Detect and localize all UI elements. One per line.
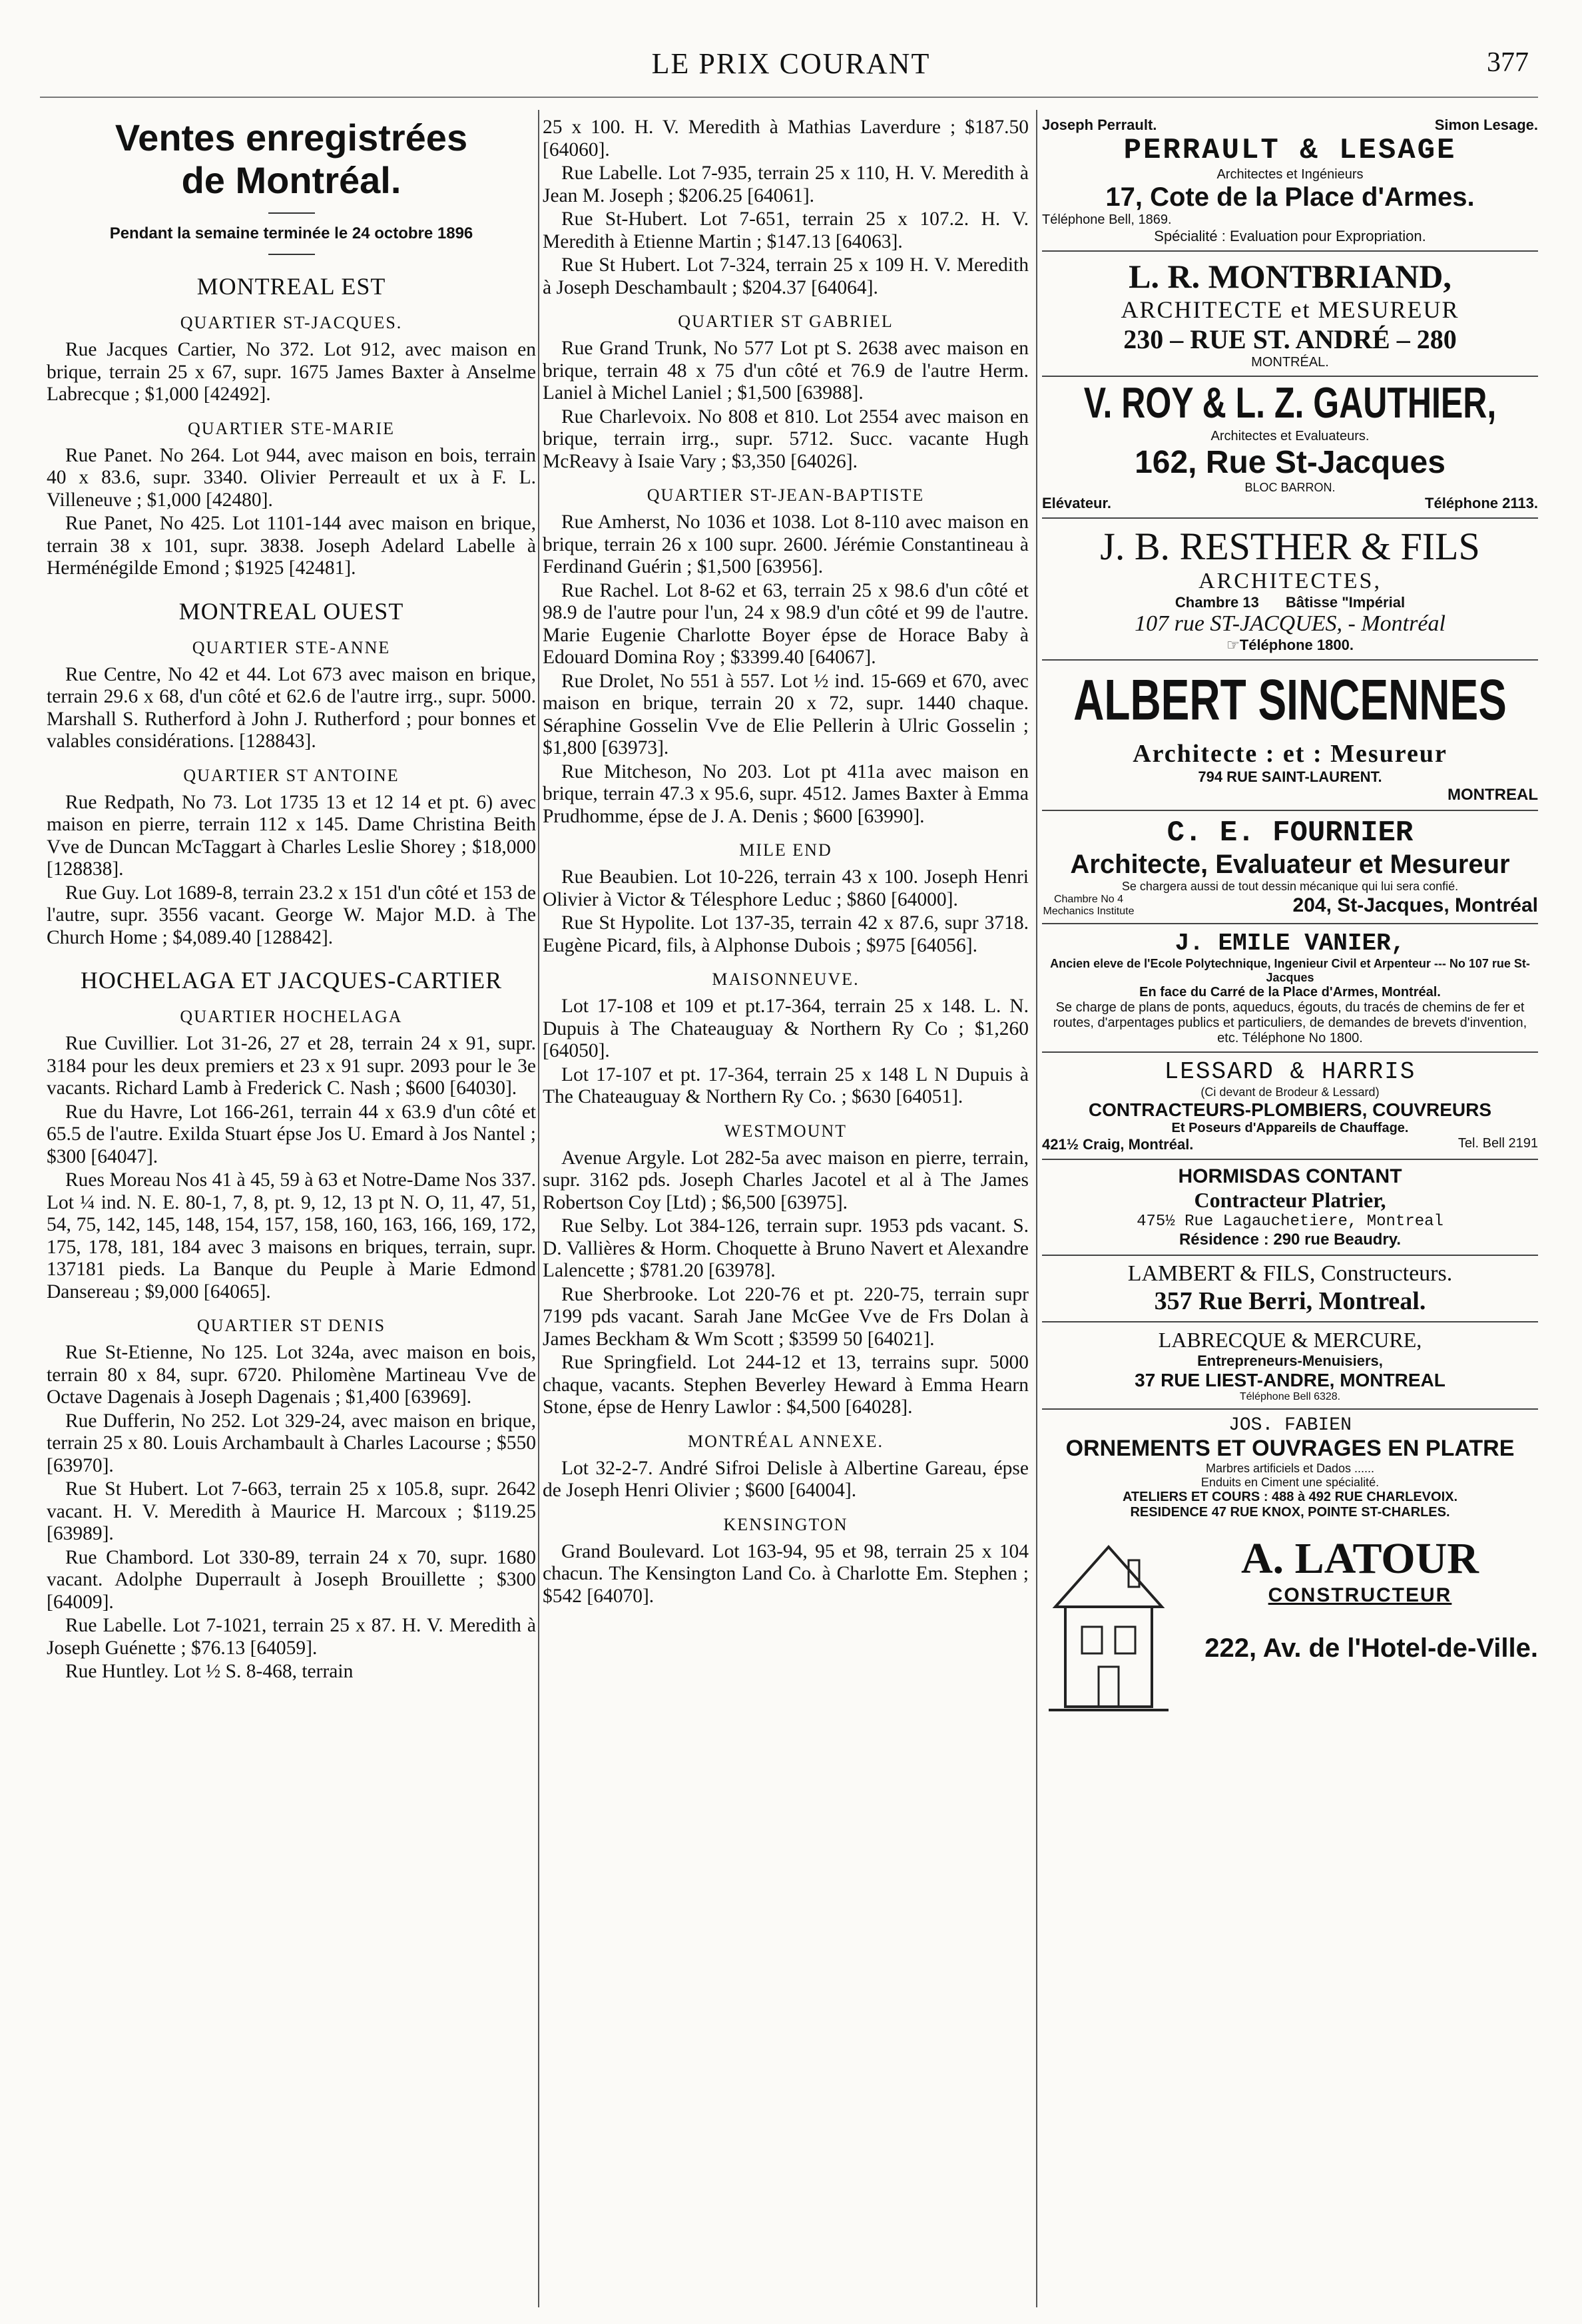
district-heading: MILE END	[739, 840, 832, 860]
district-heading: QUARTIER STE-MARIE	[187, 418, 396, 438]
sale-entry: Rue Cuvillier. Lot 31-26, 27 et 28, terrain 24 x 91, supr. 3184 pour les deux premiers et 23 x 91 supr. 2093 pour le 3e vacants. Richard Lamb à Frederick C. Nash ; $600 [64030].	[47, 1033, 536, 1099]
district-heading: MAISONNEUVE.	[712, 970, 860, 989]
sale-entry: Rue St-Etienne, No 125. Lot 324a, avec maison en bois, terrain 80 x 84, supr. 6720. Philomène Martineau Vve de Octave Dagenais à Joseph Dagenais ; $1,400 [63969].	[47, 1342, 536, 1408]
ad-contant: HORMISDAS CONTANT Contracteur Platrier, 475½ Rue Lagauchetiere, Montreal Résidence : 290 rue Beaudry.	[1137, 1165, 1444, 1249]
ad-lambert: LAMBERT & FILS, Constructeurs. 357 Rue Berri, Montreal.	[1127, 1261, 1453, 1315]
sale-entry: Rue Mitcheson, No 203. Lot pt 411a avec maison en brique, terrain 47.3 x 95.6, supr. 4512. James Baxter à Emma Prudhomme, épse de J. A. Denis ; $600 [63990].	[543, 760, 1029, 827]
sale-entry: Rue Drolet, No 551 à 557. Lot ½ ind. 15-669 et 670, avec maison en brique, terrain 20 x 72, supr. 1440 chaque. Séraphine Gosselin Vve de Elie Pellerin à Ulric Gosselin ; $1,800 [63973].	[543, 670, 1029, 758]
sales-list	[543, 117, 1029, 1607]
sales-list	[47, 272, 536, 1683]
ad-montbriand: L. R. MONTBRIAND, ARCHITECTE et MESUREUR 230 – RUE ST. ANDRÉ – 280 MONTRÉAL.	[1121, 258, 1459, 370]
ad-labrecque-mercure: LABRECQUE & MERCURE, Entrepreneurs-Menuisiers, 37 RUE LIEST-ANDRE, MONTREAL Téléphone Bell 6328.	[1135, 1328, 1446, 1402]
section-title: Ventes enregistrées de Montréal.	[115, 117, 468, 201]
sale-entry: Rue du Havre, Lot 166-261, terrain 44 x 63.9 d'un côté et 65.5 de l'autre. Exilda Stuart épse Jos U. Emard à Jos Nantel ; $300 [64047].	[47, 1101, 536, 1167]
sale-entry: Rues Moreau Nos 41 à 45, 59 à 63 et Notre-Dame Nos 337. Lot ¼ ind. N. E. 80-1, 7, 8, pt. 9, 12, 13 pt N. O, 11, 47, 51, 54, 75, 142, 145, 148, 154, 157, 158, 160, 163, 166, 169, 172, 175, 178, 181, 184 avec 3 maisons en briques, terrain, supr. 137181 pieds. La Banque du Peuple à Marie Edmond Dansereau ; $9,000 [64065].	[47, 1169, 536, 1303]
ad-fournier: C. E. FOURNIER Architecte, Evaluateur et Mesureur Se chargera aussi de tout dessin mécanique qui lui sera confié. Chambre No 4 Mechanics Institute 204, St-Jacques, Montréal	[1043, 816, 1538, 917]
ad-sincennes: ALBERT SINCENNES Architecte : et : Mesureur 794 RUE SAINT-LAURENT. MONTREAL	[1073, 667, 1538, 804]
district-heading: QUARTIER ST DENIS	[196, 1316, 386, 1335]
sale-entry: Rue Panet, No 425. Lot 1101-144 avec maison en brique, terrain 38 x 101, supr. 3838. Joseph Adelard Labelle à Herménégilde Emond ; $1925 [42481].	[47, 513, 536, 579]
column-advertisements	[1042, 117, 1538, 2301]
district-heading: QUARTIER ST-JEAN-BAPTISTE	[647, 485, 925, 505]
sale-entry: Rue Jacques Cartier, No 372. Lot 912, avec maison en brique, terrain 25 x 67, supr. 1675 James Baxter à Anselme Labrecque ; $1,000 [42492].	[47, 339, 536, 405]
sale-entry: Avenue Argyle. Lot 282-5a avec maison en pierre, terrain, supr. 3162 pds. Joseph Charles Jacotel et al à The James Robertson Coy [Ltd) ; $6,500 [63975].	[543, 1147, 1029, 1213]
sale-entry: Rue Amherst, No 1036 et 1038. Lot 8-110 avec maison en brique, terrain 26 x 100 supr. 2600. Jérémie Constantineau à Ferdinand Guérin ; $1,500 [63956].	[543, 511, 1029, 577]
district-heading: QUARTIER ST ANTOINE	[183, 765, 399, 785]
sale-entry: Rue St Hubert. Lot 7-324, terrain 25 x 109 H. V. Meredith à Joseph Deschambault ; $204.37 [64064].	[543, 254, 1029, 298]
sale-entry: Rue Charlevoix. No 808 et 810. Lot 2554 avec maison en brique, terrain irrg., supr. 5712. Succ. vacante Hugh McReavy à Isaie Vary ; $3,350 [64026].	[543, 406, 1029, 472]
sale-entry: Rue Panet. No 264. Lot 944, avec maison en bois, terrain 40 x 83.6, supr. 3340. Olivier Perreault et ux à F. L. Villeneuve ; $1,000 [42480].	[47, 444, 536, 511]
sale-entry: Rue Guy. Lot 1689-8, terrain 23.2 x 151 d'un côté et 153 de l'autre, supr. 3556 vacant. George W. Major M.D. à The Church Home ; $4,089.40 [128842].	[47, 882, 536, 948]
district-heading: QUARTIER HOCHELAGA	[180, 1007, 403, 1026]
sale-entry: Rue Labelle. Lot 7-1021, terrain 25 x 87. H. V. Meredith à Joseph Guénette ; $76.13 [64059].	[47, 1615, 536, 1659]
sale-entry: Grand Boulevard. Lot 163-94, 95 et 98, terrain 25 x 104 chacun. The Kensington Land Co. à Charlotte Em. Stephen ; $542 [64070].	[543, 1540, 1029, 1607]
page-title: LE PRIX COURANT	[651, 47, 931, 80]
region-heading: HOCHELAGA ET JACQUES-CARTIER	[80, 967, 503, 994]
ad-fabien: JOS. FABIEN ORNEMENTS ET OUVRAGES EN PLATRE Marbres artificiels et Dados ...... Enduits en Ciment une spécialité. ATELIERS ET COURS : 488 à 492 RUE CHARLEVOIX. RESIDENCE 47 RUE KNOX, POINTE ST-CHARLES.	[1065, 1415, 1515, 1520]
ad-lessard-harris: LESSARD & HARRIS (Ci devant de Brodeur & Lessard) CONTRACTEURS-PLOMBIERS, COUVREURS Et Poseurs d'Appareils de Chauffage. 421½ Craig, Montréal. Tel. Bell 2191	[1042, 1058, 1538, 1153]
sale-entry: Rue Labelle. Lot 7-935, terrain 25 x 110, H. V. Meredith à Jean M. Joseph ; $206.25 [64061].	[543, 162, 1029, 206]
district-heading: QUARTIER STE-ANNE	[192, 637, 391, 657]
sale-entry: 25 x 100. H. V. Meredith à Mathias Laverdure ; $187.50 [64060].	[543, 117, 1029, 160]
sale-entry: Rue Grand Trunk, No 577 Lot pt S. 2638 avec maison en brique, terrain 48 x 75 d'un côté et 76.9 de l'autre Herm. Laniel à Michel Laniel ; $1,500 [63988].	[543, 338, 1029, 404]
ad-roy-gauthier: V. ROY & L. Z. GAUTHIER, Architectes et Evaluateurs. 162, Rue St-Jacques BLOC BARRON. Elévateur. Téléphone 2113.	[1042, 378, 1538, 511]
ad-latour: A. LATOUR CONSTRUCTEUR 222, Av. de l'Hotel-de-Ville.	[1042, 1527, 1538, 1727]
region-heading: MONTREAL OUEST	[178, 597, 404, 625]
ad-resther: J. B. RESTHER & FILS ARCHITECTES, Chambre 13 Bâtisse "Impérial 107 rue ST-JACQUES, - Montréal ☞Téléphone 1800.	[1100, 525, 1480, 653]
district-heading: QUARTIER ST-JACQUES.	[180, 313, 403, 332]
sale-entry: Rue Chambord. Lot 330-89, terrain 24 x 70, supr. 1680 vacant. Adolphe Duperrault à Joseph Brouillette ; $300 [64009].	[47, 1546, 536, 1613]
sale-entry: Rue St Hubert. Lot 7-663, terrain 25 x 105.8, supr. 2642 vacant. H. V. Meredith à Maurice H. Marcoux ; $119.25 [63989].	[47, 1478, 536, 1544]
sale-entry: Rue Redpath, No 73. Lot 1735 13 et 12 14 et pt. 6) avec maison en pierre, terrain 112 x 145. Dame Christina Beith Vve de Duncan McTaggart à Charles Leslie Shorey ; $18,000 [128838].	[47, 791, 536, 880]
sale-entry: Rue St-Hubert. Lot 7-651, terrain 25 x 107.2. H. V. Meredith à Etienne Martin ; $147.13 [64063].	[543, 208, 1029, 252]
sale-entry: Lot 17-107 et pt. 17-364, terrain 25 x 148 L N Dupuis à The Chateauguay & Northern Ry Co. ; $630 [64051].	[543, 1063, 1029, 1107]
sale-entry: Lot 32-2-7. André Sifroi Delisle à Albertine Gareau, épse de Joseph Henri Olivier ; $600 [64004].	[543, 1457, 1029, 1501]
header-rule	[40, 97, 1538, 98]
sale-entry: Rue Huntley. Lot ½ S. 8-468, terrain	[65, 1661, 354, 1682]
section-subtitle: Pendant la semaine terminée le 24 octobre 1896	[109, 224, 473, 242]
sale-entry: Rue Dufferin, No 252. Lot 329-24, avec maison en brique, terrain 25 x 80. Louis Archambault à Charles Lacourse ; $550 [63970].	[47, 1410, 536, 1476]
house-illustration	[1042, 1527, 1175, 1720]
sale-entry: Rue Rachel. Lot 8-62 et 63, terrain 25 x 98.6 d'un côté et 98.9 de l'autre pour l'un, 24 x 98.9 d'un côté et 99 de l'autre. Marie Eugenie Charlotte Boyer épse de Horace Baby à Edouard Domina Roy ; $3399.40 [64067].	[543, 579, 1029, 668]
column-rule	[538, 110, 539, 2307]
sale-entry: Rue Springfield. Lot 244-12 et 13, terrains supr. 5000 chaque, vacants. Stephen Beverley Heward à Emma Hearn Stone, épse de Henry Lawlor : $4,500 [64028].	[543, 1352, 1029, 1418]
sale-entry: Rue Sherbrooke. Lot 220-76 et pt. 220-75, terrain supr 7199 pds vacant. Sarah Jane McGee Vve de Frs Dolan à James Beckham & Wm Scott ; $3599 50 [64021].	[543, 1283, 1029, 1350]
sale-entry: Rue Selby. Lot 384-126, terrain supr. 1953 pds vacant. S. D. Vallières & Horm. Choquette à Bruno Navert et Alexandre Lalencette ; $781.20 [63978].	[543, 1215, 1029, 1281]
column-sales-2	[543, 117, 1029, 2301]
sale-entry: Rue St Hypolite. Lot 137-35, terrain 42 x 87.6, supr 3718. Eugène Picard, fils, à Alphonse Dubois ; $975 [64056].	[543, 912, 1029, 956]
column-sales-1	[47, 117, 536, 2301]
district-heading: KENSINGTON	[723, 1514, 848, 1534]
column-rule	[1036, 110, 1037, 2307]
page-number: 377	[1487, 47, 1529, 78]
sale-entry: Rue Centre, No 42 et 44. Lot 673 avec maison en brique, terrain 29.6 x 68, d'un côté et 62.6 de l'autre irrg., supr. 5000. Marshall S. Rutherford à John J. Rutherford ; pour bonnes et valables considérations. [128843].	[47, 663, 536, 752]
region-heading: MONTREAL EST	[196, 273, 386, 300]
district-heading: QUARTIER ST GABRIEL	[678, 312, 894, 331]
sale-entry: Lot 17-108 et 109 et pt.17-364, terrain 25 x 148. L. N. Dupuis à The Chateauguay & Northern Ry Co ; $1,260 [64050].	[543, 996, 1029, 1061]
district-heading: MONTRÉAL ANNEXE.	[688, 1431, 884, 1451]
district-heading: WESTMOUNT	[724, 1121, 848, 1141]
ad-vanier: J. EMILE VANIER, Ancien eleve de l'Ecole Polytechnique, Ingenieur Civil et Arpenteur --- No 107 rue St-Jacques En face du Carré de la Place d'Armes, Montréal. Se charge de plans de ponts, aqueducs, égouts, du tracés de chemins de fer et routes, d'arpentages publics et particuliers, de demandes de brevets d'invention, etc. Téléphone No 1800.	[1050, 930, 1530, 1045]
ad-perrault-lesage: Joseph Perrault. Simon Lesage. PERRAULT & LESAGE Architectes et Ingénieurs 17, Cote de la Place d'Armes. Téléphone Bell, 1869. Spécialité : Evaluation pour Expropriation.	[1042, 117, 1538, 244]
sale-entry: Rue Beaubien. Lot 10-226, terrain 43 x 100. Joseph Henri Olivier à Victor & Télesphore Leduc ; $860 [64000].	[543, 866, 1029, 910]
page-header	[0, 0, 1582, 87]
